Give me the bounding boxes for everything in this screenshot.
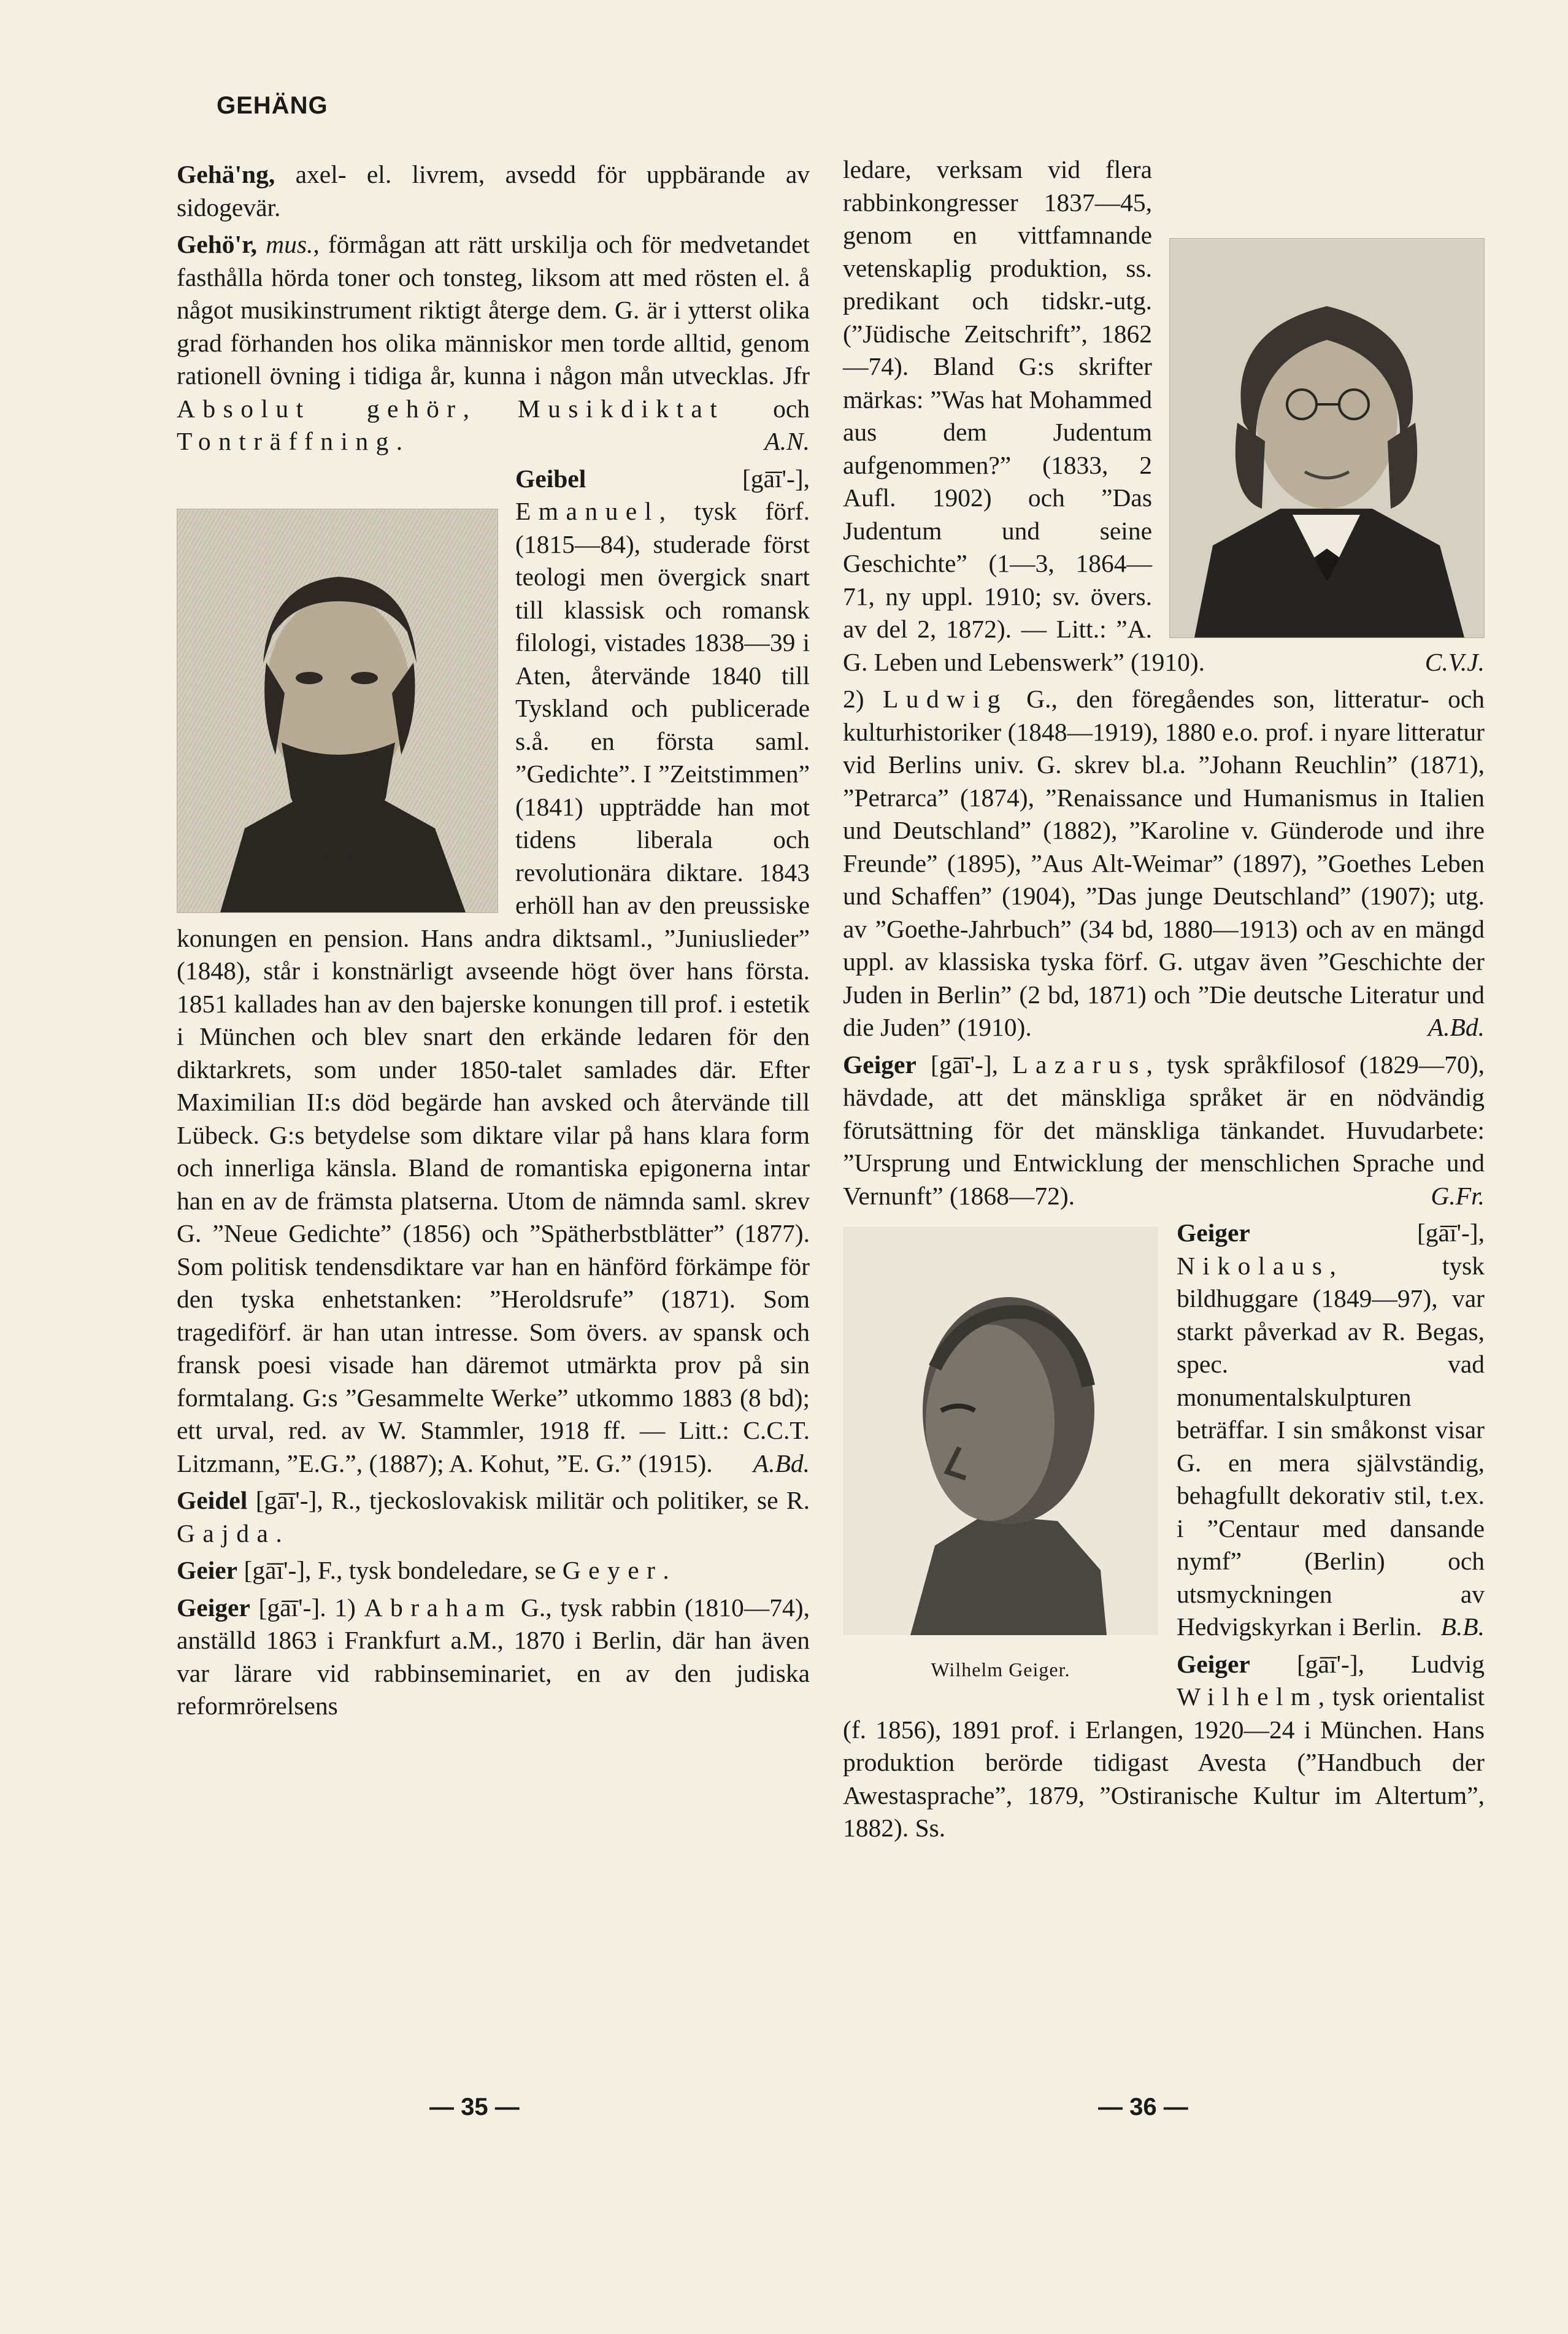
entry-gehang xyxy=(177,158,810,224)
entry-wilhelm: Geiger [gā̄ī'-], Ludvig Wilhelm, tysk orientalist (f. 1856), 1891 prof. i Erlangen, 1920—24 i München. Hans produktion berörde tidigast Avesta (”Handbuch der Awestasprache”, 1879, ”Ostiranische Kultur im Altertum”, 1882). Ss. xyxy=(843,1649,1485,1842)
abraham-geiger-portrait xyxy=(1169,238,1485,638)
wilhelm-geiger-figure xyxy=(843,1227,1158,1687)
geibel-portrait-drawing xyxy=(177,509,498,912)
cross-ref: Geyer xyxy=(562,1556,663,1584)
entry-gehor: Gehö'r, mus., förmågan att rätt urskilja och för medvetandet fasthålla hörda toner och tonsteg, liksom att med rösten el. å något musikinstrument riktigt återge dem. G. är i ytterst olika grad förhanden hos olika människor men torde alltid, genom rationell övning i tidiga år, kunna i någon mån utvecklas. Jfr Absolut gehör, Musikdiktat och Tonträffning. A.N. xyxy=(177,228,810,458)
page-number-right: — 36 — xyxy=(1098,2093,1188,2120)
entry-geiger-abraham: Geiger [gā̄ī'-]. 1) Abraham G., tysk rabbin (1810—74), anställd 1863 i Frankfurt a.M., 1870 i Berlin, där han även var lärare vid rabbinseminariet, en av den judiska reformrörelsens xyxy=(177,1593,810,1720)
headword: Geibel xyxy=(515,464,586,493)
entry-geibel: Geibel [gā̄ī'-], Emanuel, tysk förf. (1815—84), studerade först teologi men övergick snart till klassisk och romansk filologi, vistades 1838—39 i Aten, återvände 1840 till Tyskland och publicerade s.å. en första saml. ”Gedichte”. I ”Zeitstimmen” (1841) uppträdde han mot tidens liberala och revolutionära diktare. 1843 erhöll han av den preussiske konungen en pension. Hans andra diktsaml., ”Juniuslieder” (1848), står i konstnärligt avseende högt över hans första. 1851 kallades han av den bajerske konungen till prof. i estetik i München och blev snart den erkände ledaren för den diktarkrets, som under 1850-talet samlades där. Efter Maximilian II:s död begärde han avsked och återvände till Lübeck. G:s betydelse som diktare vilar på hans klara form och innerliga känsla. Bland de romantiska epigonerna intar han en av de främsta platserna. Utom de nämnda saml. skrev G. ”Neue Gedichte” (1856) och ”Spätherbstblätter” (1877). Som politisk tendensdiktare var han en hänförd förkämpe för den tyska enhetstanken: ”Heroldsrufe” (1871). Som tragediförf. är han utan intresse. Som övers. av spansk och fransk poesi visade han däremot utmärkta prov på sin formtalang. G:s ”Gesammelte Werke” utkommo 1883 (8 bd); ett urval, red. av W. Stammler, 1918 ff. — Litt.: C.C.T. Litzmann, ”E.G.”, (1887); A. Kohut, ”E. G.” (1915). A.Bd. xyxy=(177,463,810,1481)
headword: Gehö'r, xyxy=(177,230,258,258)
headword: Geidel xyxy=(177,1486,248,1514)
headword: Geier xyxy=(177,1556,238,1584)
entry-text: G., tysk rabbin (1810—74), anställd 1863 i Frankfurt a.M., 1870 i Berlin, där han även var lärare vid rabbinseminariet, en av den judiska reformrörelsens xyxy=(177,1593,810,1720)
entry-geidel: Geidel [gā̄ī'-], R., tjeckoslovakisk militär och politiker, se R. Gajda. xyxy=(177,1486,810,1547)
right-column xyxy=(843,153,1485,2074)
entry-nikolaus: Wilhelm Geiger. Geiger [gā̄ī'-], Nikolaus, tysk bildhuggare (1849—97), var starkt påverkad av R. Begas, spec. vad monumentalskulpturen beträffar. I sin småkonst visar G. en mera självständig, behagfullt dekorativ stil, t.ex. i ”Centaur med dansande nymf” (Berlin) och utsmyckningen av Hedvigskyrkan i Berlin. B.B. xyxy=(843,1217,1485,1644)
entry-text: ledare, verksam vid flera rabbinkongresser 1837—45, genom en vittfamnande vetenskaplig produktion, ss. predikant och tidskr.-utg. (”Jüdische Zeitschrift”, 1862—74). Bland G:s skrifter märkas: ”Was hat Mohammed aus dem Judentum aufgenommen?” (1833, 2 Aufl. 1902) och ”Das Judentum und seine Geschichte” (1—3, 1864—71, ny uppl. 1910; sv. övers. av del 2, 1872). — Litt.: ”A. G. Leben und Lebenswerk” (1910). xyxy=(843,155,1205,676)
author-signature: C.V.J. xyxy=(1424,647,1485,676)
subject-abbr: mus. xyxy=(257,230,313,258)
person-name: Wilhelm xyxy=(1177,1682,1318,1711)
entry-ludwig: 2) Ludwig G., den föregåendes son, litteratur- och kulturhistoriker (1848—1919), 1880 e.o. prof. i nyare litteratur vid Berlins univ. G. skrev bl.a. ”Johann Reuchlin” (1871), ”Petrarca” (1874), ”Renaissance und Humanismus in Italien und Deutschland” (1882), ”Karoline v. Günderode und ihre Freunde” (1895), ”Aus Alt-Weimar” (1897), ”Goethes Leben und Schaffen” (1904), ”Das junge Deutschland” (1907); utg. av ”Goethe-Jahrbuch” (34 bd, 1880—1913) och av en mängd uppl. av klassiska tyska förf. G. utgav även ”Geschichte der Juden in Berlin” (2 bd, 1871) och ”Die deutsche Literatur und die Juden” (1910). A.Bd. xyxy=(843,683,1485,1044)
cross-ref: Tonträffning xyxy=(177,427,396,455)
entry-text: , förmågan att rätt urskilja och för medvetandet fasthålla hörda toner och tonsteg, liksom att med rösten el. å något musikinstrument riktigt återge dem. G. är i ytterst olika grad förhanden hos olika människor men torde alltid, genom rationell övning i tidiga år, kunna i någon mån utvecklas. Jfr xyxy=(177,230,810,390)
author-signature: A.N. xyxy=(764,427,810,455)
headword: Gehä'ng, xyxy=(177,160,275,188)
wilhelm-geiger-caption: Wilhelm Geiger. xyxy=(931,1658,1070,1681)
person-name: Nikolaus xyxy=(1177,1251,1330,1280)
headword: Geiger xyxy=(843,1050,917,1079)
author-signature: A.Bd. xyxy=(1428,1013,1485,1041)
person-name: Ludwig xyxy=(882,685,1008,713)
geibel-portrait xyxy=(177,509,498,913)
running-head: GEHÄNG xyxy=(217,92,328,119)
entry-text: G., den föregåendes son, litteratur- och kulturhistoriker (1848—1919), 1880 e.o. prof. i nyare litteratur vid Berlins univ. G. skrev bl.a. ”Johann Reuchlin” (1871), ”Petrarca” (1874), ”Renaissance und Humanismus in Italien und Deutschland” (1882), ”Karoline v. Günderode und ihre Freunde” (1895), ”Aus Alt-Weimar” (1897), ”Goethes Leben und Schaffen” (1904), ”Das junge Deutschland” (1907); utg. av ”Goethe-Jahrbuch” (34 bd, 1880—1913) och av en mängd uppl. av klassiska tyska förf. G. utgav även ”Geschichte der Juden in Berlin” (2 bd, 1871) och ”Die deutsche Literatur und die Juden” (1910). xyxy=(843,685,1485,1041)
person-name: Lazarus xyxy=(1012,1050,1147,1079)
author-signature: G.Fr. xyxy=(1431,1181,1485,1210)
person-name: Abraham xyxy=(364,1593,513,1622)
author-signature: A.Bd. xyxy=(753,1449,810,1477)
entry-text: , tysk språkfilosof (1829—70), hävdade, att det mänskliga språket är en nödvändig förutsättning för det mänskliga tänkandet. Huvudarbete: ”Ursprung und Entwicklung der menschlichen Sprache und Vernunft” (1868—72). xyxy=(843,1050,1485,1210)
entry-lazarus: Geiger [gā̄ī'-], Lazarus, tysk språkfilosof (1829—70), hävdade, att det mänskliga språket är en nödvändig förutsättning för det mänskliga tänkandet. Huvudarbete: ”Ursprung und Entwicklung der menschlichen Sprache und Vernunft” (1868—72). G.Fr. xyxy=(843,1049,1485,1213)
entry-abraham-continued xyxy=(843,153,1485,679)
page-number-left: — 35 — xyxy=(429,2093,520,2120)
entry-text: [gā̄ī'-], F., tysk bondeledare, se xyxy=(237,1556,563,1584)
left-column xyxy=(177,158,810,2079)
entry-text: , tysk förf. (1815—84), studerade först teologi men övergick snart till klassisk och romansk filologi, vistades 1838—39 i Aten, återvände 1840 till Tyskland och publicerade s.å. en första saml. ”Gedichte”. I ”Zeitstimmen” (1841) uppträdde han mot tidens liberala och revolutionära diktare. 1843 erhöll han av den preussiske konungen en pension. Hans andra diktsaml., ”Juniuslieder” (1848), står i konstnärligt avseende högt över hans första. 1851 kallades han av den bajerske konungen till prof. i estetik i München och blev snart den erkände ledaren för den diktarkrets, som under 1850-talet samlades där. Efter Maximilian II:s död begärde han avsked och återvände till Lübeck. G:s betydelse som diktare vilar på hans klara form och innerliga känsla. Bland de romantiska epigonerna intar han en av de främsta platserna. Utom de nämnda saml. skrev G. ”Neue Gedichte” (1856) och ”Spätherbstblätter” (1877). Som politisk tendensdiktare var han en hänförd förkämpe för den tyska enhetstanken: ”Heroldsrufe” (1871). Som tragediförf. är han utan intresse. Som övers. av spansk och fransk poesi visade han däremot utmärkta prov på sin formtalang. G:s ”Gesammelte Werke” utkommo 1883 (8 bd); ett urval, red. av W. Stammler, 1918 ff. — Litt.: C.C.T. Litzmann, ”E.G.”, (1887); A. Kohut, ”E. G.” (1915). xyxy=(177,497,810,1477)
wilhelm-bust-drawing xyxy=(843,1227,1158,1635)
headword: Geiger xyxy=(1177,1219,1250,1247)
cross-ref: Absolut gehör xyxy=(177,394,463,423)
wilhelm-geiger-portrait xyxy=(843,1227,1158,1635)
entry-text: axel- el. livrem, avsedd för uppbärande av sidogevär. xyxy=(177,160,810,221)
entry-geier: Geier [gā̄ī'-], F., tysk bondeledare, se Geyer. xyxy=(177,1556,669,1584)
person-name: Emanuel xyxy=(515,497,659,525)
abraham-portrait-drawing xyxy=(1170,239,1484,637)
cross-ref: Gajda xyxy=(177,1519,276,1547)
headword: Geiger xyxy=(1177,1649,1250,1678)
entry-text: , tysk bildhuggare (1849—97), var starkt påverkad av R. Begas, spec. vad monumentalskulpturen beträffar. I sin småkonst visar G. en mera självständig, behagfullt dekorativ stil, t.ex. i ”Centaur med dansande nymf” (Berlin) och utsmyckningen av Hedvigskyrkan i Berlin. xyxy=(1177,1251,1485,1641)
cross-ref: Musikdiktat xyxy=(517,394,725,423)
author-signature: B.B. xyxy=(1440,1612,1485,1641)
entry-text: [gā̄ī'-], R., tjeckoslovakisk militär och politiker, se R. xyxy=(247,1486,810,1514)
headword: Geiger xyxy=(177,1593,250,1622)
entry-text: , tysk orientalist (f. 1856), 1891 prof. i Erlangen, 1920—24 i München. Hans produktion berörde tidigast Avesta (”Handbuch der Awestasprache”, 1879, ”Ostiranische Kultur im Altertum”, 1882). Ss. xyxy=(843,1682,1485,1842)
